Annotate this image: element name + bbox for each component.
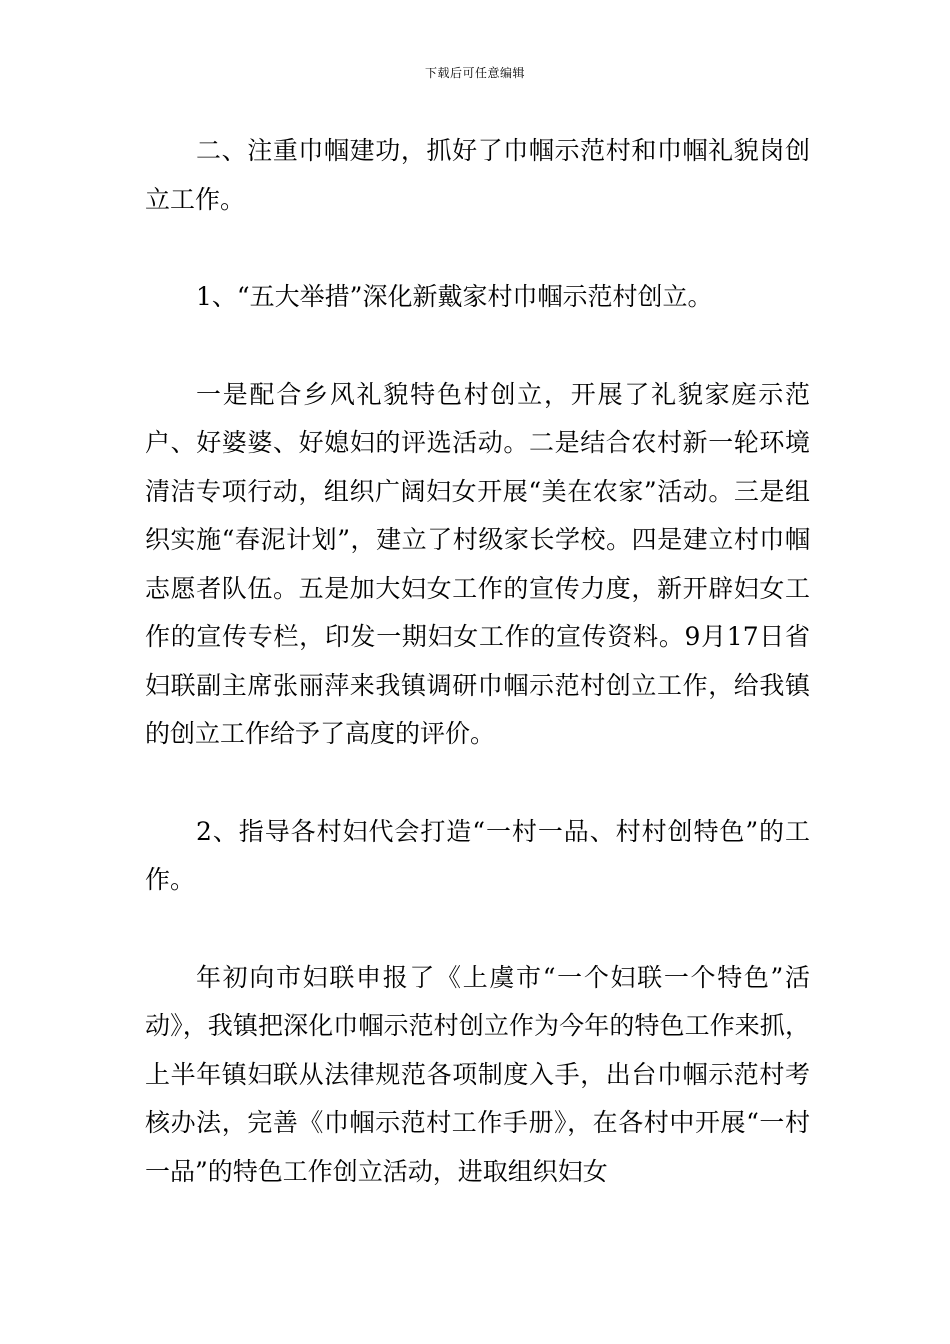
document-body bbox=[145, 127, 810, 1196]
paragraph-spacer bbox=[145, 905, 810, 954]
section-heading-2: 二、注重巾帼建功，抓好了巾帼示范村和巾帼礼貌岗创立工作。 bbox=[145, 136, 810, 214]
subsection-heading-2: 2、指导各村妇代会打造“一村一品、村村创特色”的工作。 bbox=[145, 816, 810, 894]
body-paragraph-2: 年初向市妇联申报了《上虞市“一个妇联一个特色”活动》，我镇把深化巾帼示范村创立作为今年的特色工作来抓，上半年镇妇联从法律规范各项制度入手，出台巾帼示范村考核办法，完善《巾帼示范村工作手册》，在各村中开展“一村一品”的特色工作创立活动，进取组织妇女 bbox=[145, 962, 810, 1186]
subsection-heading-1: 1、“五大举措”深化新戴家村巾帼示范村创立。 bbox=[196, 282, 713, 311]
body-paragraph-1: 一是配合乡风礼貌特色村创立，开展了礼貌家庭示范户、好婆婆、好媳妇的评选活动。二是结合农村新一轮环境清洁专项行动，组织广阔妇女开展“美在农家”活动。三是组织实施“春泥计划”，建立了村级家长学校。四是建立村巾帼志愿者队伍。五是加大妇女工作的宣传力度，新开辟妇女工作的宣传专栏，印发一期妇女工作的宣传资料。9月17日省妇联副主席张丽萍来我镇调研巾帼示范村创立工作，给我镇的创立工作给予了高度的评价。 bbox=[145, 379, 810, 748]
page-header-note: 下载后可任意编辑 bbox=[424, 66, 525, 80]
paragraph-spacer bbox=[145, 224, 810, 273]
paragraph-spacer bbox=[145, 759, 810, 808]
paragraph-spacer bbox=[145, 322, 810, 371]
